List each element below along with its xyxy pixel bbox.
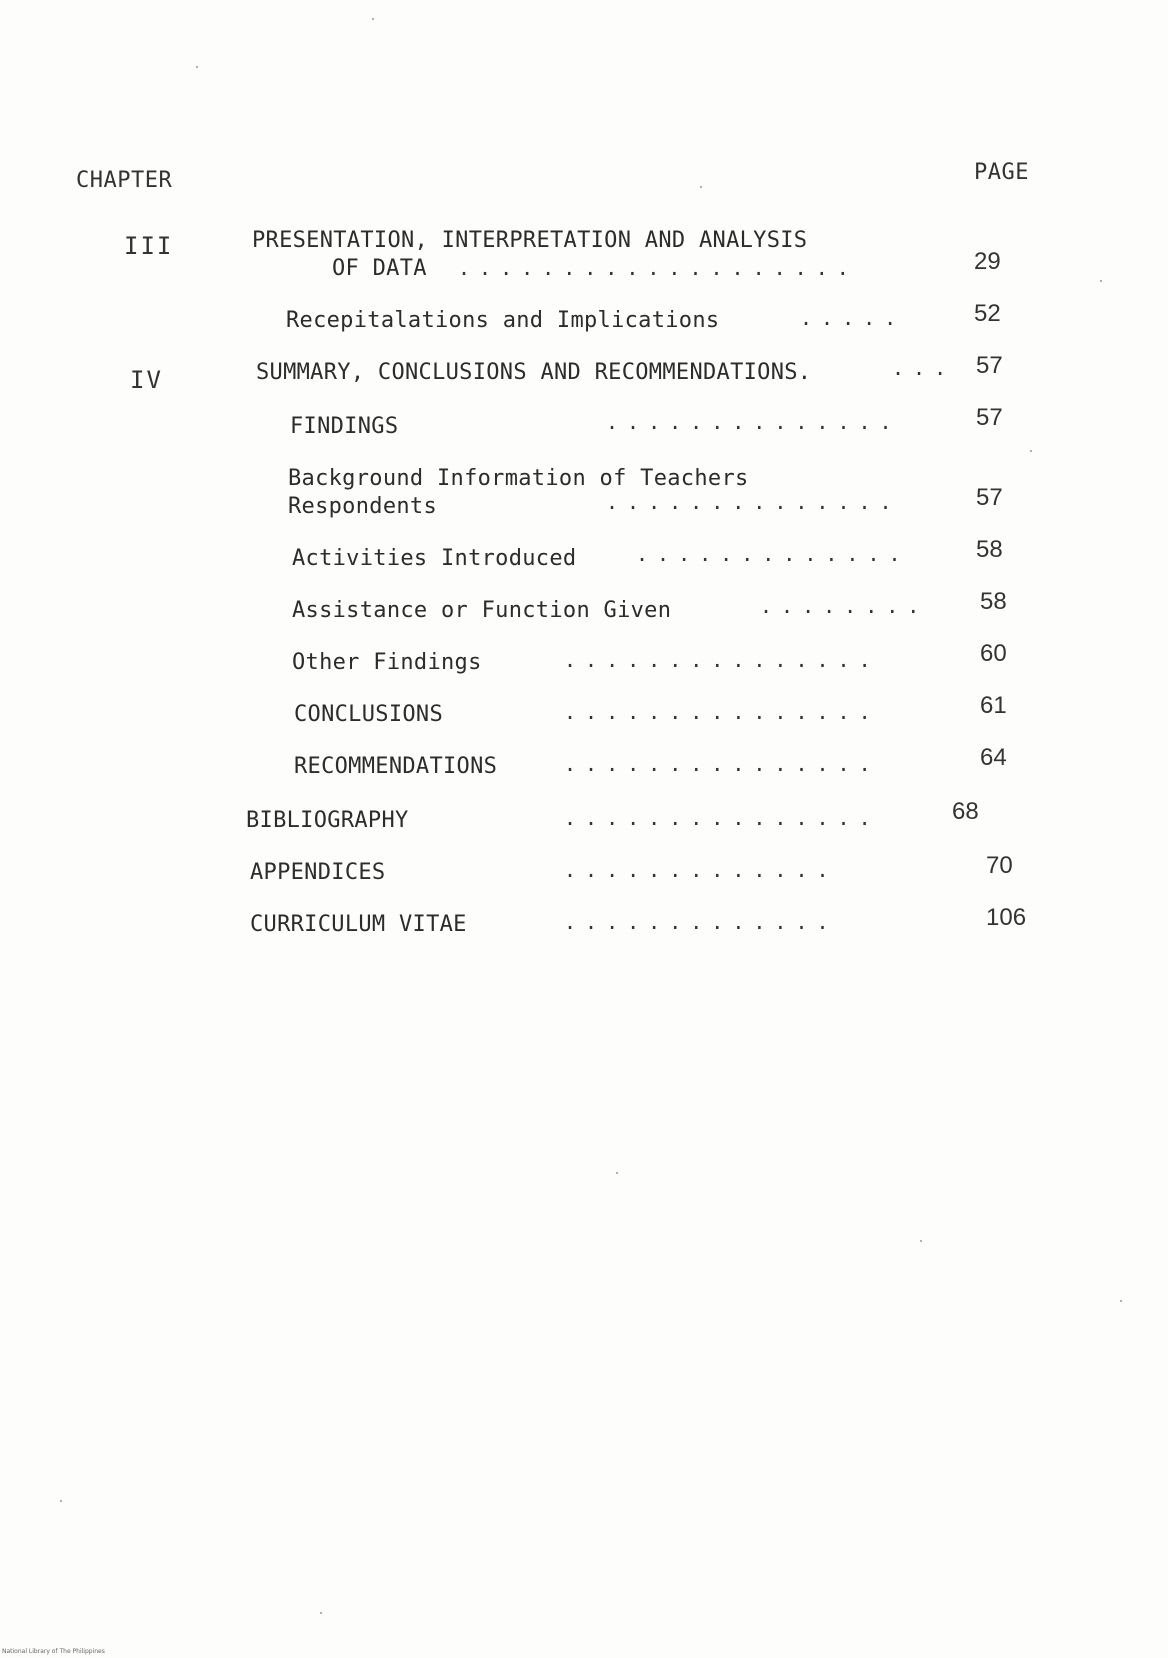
leader-dots: ............. [564, 858, 838, 882]
leader-dots: .............. [606, 490, 901, 514]
leader-dots: ............... [564, 752, 880, 776]
toc-page-number: 58 [976, 536, 1003, 563]
toc-entry-title: Assistance or Function Given [292, 598, 672, 623]
leader-dots: ............... [564, 700, 880, 724]
scan-speck [616, 1172, 618, 1174]
toc-page-number: 57 [976, 484, 1003, 511]
scan-speck [920, 1240, 922, 1242]
toc-entry-title: SUMMARY, CONCLUSIONS AND RECOMMENDATIONS. [256, 360, 812, 385]
toc-page-number: 68 [952, 798, 979, 825]
scan-speck [320, 1612, 322, 1614]
leader-dots: ............... [564, 648, 880, 672]
toc-entry-title: PRESENTATION, INTERPRETATION AND ANALYSIS [252, 228, 808, 253]
toc-entry-title: Recepitalations and Implications [286, 308, 720, 333]
leader-dots: ............... [564, 806, 880, 830]
toc-page-number: 64 [980, 744, 1007, 771]
toc-entry-title: Other Findings [292, 650, 482, 675]
toc-entry-title: FINDINGS [290, 414, 399, 439]
scan-speck [700, 186, 702, 188]
toc-entry-title: CURRICULUM VITAE [250, 912, 467, 937]
toc-entry-title-cont: Respondents [288, 494, 437, 519]
toc-page-number: 60 [980, 640, 1007, 667]
chapter-number-iv: IV [130, 366, 163, 394]
toc-page-number: 29 [974, 248, 1001, 275]
leader-dots: ............. [636, 542, 910, 566]
scan-speck [1120, 1300, 1122, 1302]
toc-page-number: 52 [974, 300, 1001, 327]
toc-entry-title-cont: OF DATA [332, 256, 427, 281]
toc-page-number: 57 [976, 404, 1003, 431]
chapter-column-header: CHAPTER [76, 168, 173, 193]
leader-dots: ... [892, 356, 956, 380]
toc-page-number: 61 [980, 692, 1007, 719]
leader-dots: ............. [564, 910, 838, 934]
chapter-number-iii: III [124, 232, 174, 260]
scan-footer-note: National Library of The Philippines [2, 1648, 105, 1655]
toc-page-number: 70 [986, 852, 1013, 879]
toc-entry-title: Background Information of Teachers [288, 466, 749, 491]
toc-entry-title: Activities Introduced [292, 546, 577, 571]
scan-speck [372, 18, 374, 20]
scan-speck [196, 66, 198, 68]
leader-dots: ........ [760, 594, 929, 618]
scan-speck [60, 1500, 62, 1502]
toc-entry-title: BIBLIOGRAPHY [246, 808, 409, 833]
page-column-header: PAGE [974, 160, 1029, 185]
leader-dots: ................... [458, 256, 858, 280]
leader-dots: .............. [606, 410, 901, 434]
toc-entry-title: CONCLUSIONS [294, 702, 443, 727]
scan-speck [1030, 450, 1032, 452]
scan-speck [1100, 280, 1102, 282]
toc-entry-title: RECOMMENDATIONS [294, 754, 498, 779]
toc-page-number: 57 [976, 352, 1003, 379]
toc-page-number: 106 [986, 904, 1027, 931]
toc-entry-title: APPENDICES [250, 860, 386, 885]
toc-page-number: 58 [980, 588, 1007, 615]
leader-dots: ..... [800, 306, 906, 330]
